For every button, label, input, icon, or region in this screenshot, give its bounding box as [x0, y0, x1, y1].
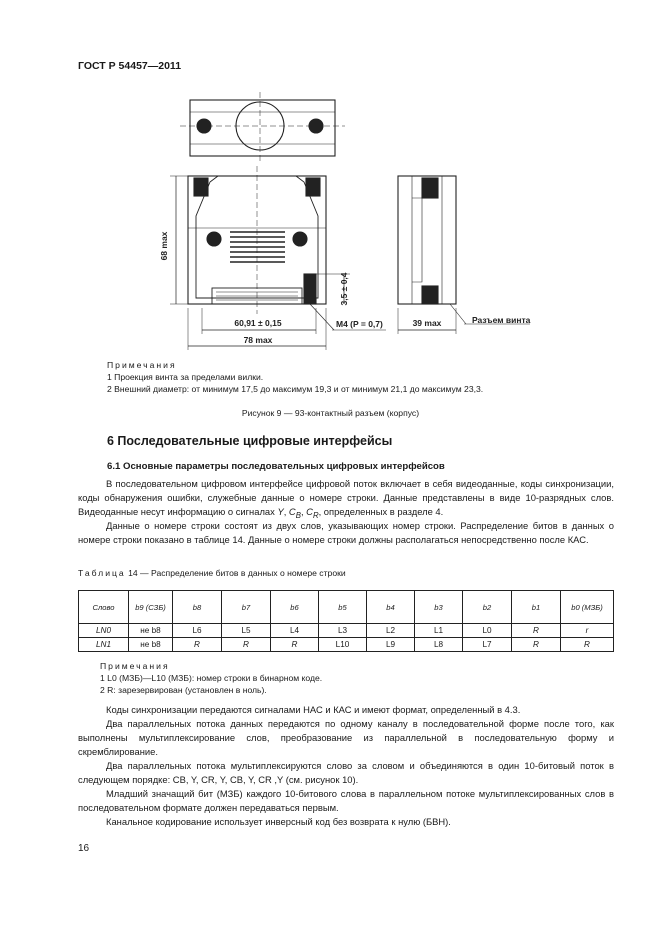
table-cell: LN0 — [79, 624, 129, 638]
dim-35: 3,5 ± 0,4 — [339, 272, 349, 306]
table-header-cell: b4 — [367, 591, 415, 624]
front-m4-screw — [304, 274, 316, 304]
table-header-row — [79, 591, 614, 624]
table-header-cell: b8 — [173, 591, 222, 624]
dim-6091: 60,91 ± 0,15 — [234, 318, 282, 328]
figure-note-1: 1 Проекция винта за пределами вилки. — [107, 372, 264, 382]
table-title: Таблица 14 — Распределение битов в данных о номере строки — [78, 568, 346, 578]
paragraph-7: Канальное кодирование использует инверсный код без возврата к нулю (БВН). — [106, 816, 451, 827]
table-cell: R — [512, 624, 561, 638]
paragraph-2: Данные о номере строки состоят из двух слов, указывающих номер строки. Распределение битов в данных о номере строки показано в таблице 14. Данные о номере строки должны располагаться непосредственно после КАС. — [78, 520, 614, 545]
front-latch-left — [194, 178, 208, 196]
section-61-title: 6.1 Основные параметры последовательных цифровых интерфейсов — [107, 461, 445, 472]
table-cell: L5 — [222, 624, 271, 638]
table-row — [79, 624, 614, 638]
table-cell: r — [561, 624, 614, 638]
table-notes-title: Примечания — [100, 661, 170, 671]
table-cell: R — [173, 638, 222, 652]
table-header-cell: b3 — [415, 591, 463, 624]
document-header: ГОСТ Р 54457—2011 — [78, 60, 182, 72]
side-latch — [422, 178, 438, 198]
table-header-cell: b5 — [319, 591, 367, 624]
front-vents — [230, 232, 285, 262]
table-cell: L2 — [367, 624, 415, 638]
dim-m4: M4 (P = 0,7) — [336, 319, 383, 329]
table-header-cell: b7 — [222, 591, 271, 624]
front-latch-right — [306, 178, 320, 196]
front-screw-left — [207, 232, 221, 246]
paragraph-1: В последовательном цифровом интерфейсе цифровой поток включает в себя видеоданные, коды синхронизации, коды обнаружения ошибки, служебные данные о номере строки. Данные представлены в виде 10-разрядных слов. Видеоданные несут информацию о сигналах Y, $C_B$, $C_R$, определенных в разделе 4. — [78, 478, 614, 520]
table-cell: L0 — [463, 624, 512, 638]
table-cell: не b8 — [129, 624, 173, 638]
table-note-1: 1 L0 (МЗБ)—L10 (МЗБ): номер строки в бинарном коде. — [100, 673, 323, 683]
paragraph-4: Два параллельных потока данных передаются по одному каналу в последовательной форме после того, как выполнены мультиплексирование слов, преобразование из параллельной в последовательную форму и скремблирование. — [78, 718, 614, 757]
section-6-title: 6 Последовательные цифровые интерфейсы — [107, 434, 393, 448]
figure-notes-title: Примечания — [107, 360, 177, 370]
front-screw-right — [293, 232, 307, 246]
table-cell: L7 — [463, 638, 512, 652]
side-screw — [422, 286, 438, 304]
paragraph-5: Два параллельных потока мультиплексируются слово за словом и объединяются в один 10-битовый поток в следующем порядке: CB, Y, CR, Y, CB, Y, CR ,Y (см. рисунок 10). — [78, 760, 614, 785]
dim-78: 78 max — [243, 335, 273, 345]
paragraph-6: Младший значащий бит (МЗБ) каждого 10-битового слова в параллельном потоке мультиплексированных слов в последовательном формате должен передаваться первым. — [78, 788, 614, 813]
table-cell: L8 — [415, 638, 463, 652]
table-cell: L9 — [367, 638, 415, 652]
dim-height: 68 max — [159, 231, 169, 261]
table-header-cell: b2 — [463, 591, 512, 624]
label-screw: Разъем винта — [472, 315, 531, 325]
dim-39: 39 max — [412, 318, 442, 328]
table-cell: не b8 — [129, 638, 173, 652]
table-cell: L6 — [173, 624, 222, 638]
page-number: 16 — [78, 843, 90, 854]
table-header-cell: b1 — [512, 591, 561, 624]
table-cell: L4 — [271, 624, 319, 638]
table-cell: R — [561, 638, 614, 652]
table-cell: R — [512, 638, 561, 652]
bit-table — [78, 590, 614, 652]
table-note-2: 2 R: зарезервирован (установлен в ноль). — [100, 685, 267, 695]
table-cell: R — [222, 638, 271, 652]
table-header-cell: b6 — [271, 591, 319, 624]
figure-note-2: 2 Внешний диаметр: от минимум 17,5 до максимум 19,3 и от минимум 21,1 до максимум 23,3. — [107, 384, 484, 394]
table-cell: L10 — [319, 638, 367, 652]
table-cell: R — [271, 638, 319, 652]
table-cell: LN1 — [79, 638, 129, 652]
table-header-cell: b0 (МЗБ) — [561, 591, 614, 624]
paragraph-3: Коды синхронизации передаются сигналами НАС и КАС и имеют формат, определенный в 4.3. — [106, 704, 521, 715]
table-header-cell: Слово — [79, 591, 129, 624]
figure-caption: Рисунок 9 — 93-контактный разъем (корпус) — [241, 408, 420, 418]
table-cell: L3 — [319, 624, 367, 638]
table-row — [79, 638, 614, 652]
table-header-cell: b9 (СЗБ) — [129, 591, 173, 624]
connector-drawing — [150, 86, 560, 350]
table-cell: L1 — [415, 624, 463, 638]
